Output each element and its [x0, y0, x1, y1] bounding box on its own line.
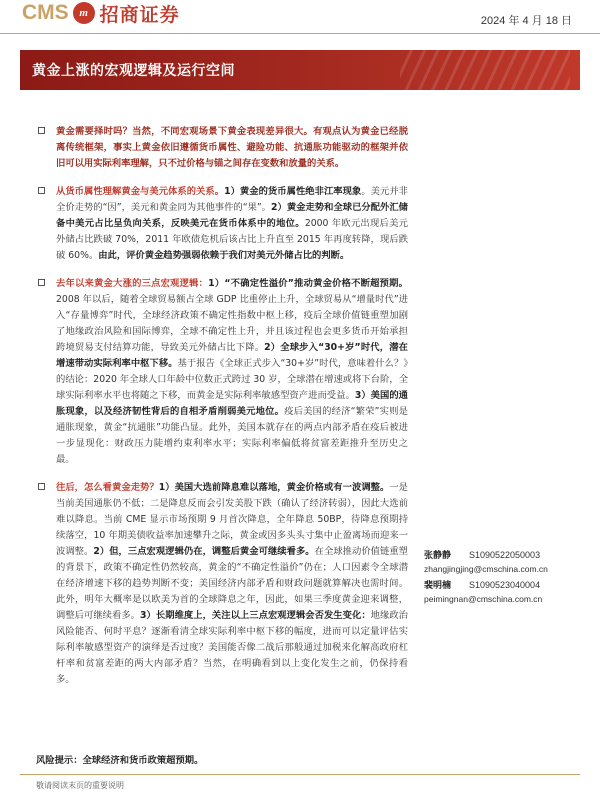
- summary-paragraph-4: 往后，怎么看黄金走势？1）美国大选前降息难以落地，黄金价格或有一波调整。一是当前美国通胀仍不低；二是降息反而会引发美股下跌（确认了经济转弱），因此大选前难以降息。当前 CME 显示市场预期 9 月首次降息，全年降息 50BP，待降息预期持续落空，10 年期美债收益率加速攀升之际，黄金或因多头头寸集中止盈离场而迎来一波调整。2）但，三点宏观逻辑仍在，调整后黄金可继续看多。在全球推动价值链重塑的背景下，政策不确定性仍然较高，黄金的“不确定性溢价”仍在；人口因素令全球潜在经济增速下移的趋势判断不变；美国经济内部矛盾和财政问题就算解决也需时间。此外，明年大概率是以欧美为首的全球降息之年，因此，如果三季度黄金迎来调整，调整后可继续看多。3）长期维度上，关注以上三点宏观逻辑会否发生变化：地缘政治风险能否、何时平息？逐渐看清全球实际利率中枢下移的幅度，进而可以定量评估实际利率敏感型资产的演绎是否过度？美国能否像二战后那般通过加税来化解高政府杠杆率和贫富差距的两大内部矛盾？当然，在明确看到以上变化发生之前，仍保持看多。: [56, 480, 408, 688]
- footer-note: 敬请阅读末页的重要说明: [36, 781, 124, 790]
- square-bullet-icon: [38, 279, 45, 286]
- cms-logo: [22, 0, 180, 26]
- logo-badge-icon: m: [73, 2, 95, 24]
- logo-chinese: 招商证券: [99, 3, 180, 26]
- report-title: 黄金上涨的宏观逻辑及运行空间: [32, 63, 235, 79]
- analyst-license-id: S1090523040004: [469, 579, 541, 590]
- summary-body: [56, 124, 408, 700]
- footer-divider: [20, 774, 580, 775]
- risk-warning: [36, 752, 203, 766]
- square-bullet-icon: [38, 483, 45, 490]
- title-banner: [20, 50, 580, 90]
- report-date: 2024 年 4 月 18 日: [480, 15, 572, 27]
- summary-paragraph-3: 去年以来黄金大涨的三点宏观逻辑：1）“不确定性溢价”推动黄金价格不断超预期。2008 年以后，随着全球贸易额占全球 GDP 比重停止上升，全球贸易从“增量时代”进入“存量博弈”时代，全球经济政策不确定性指数中枢上移，疫后全球价值链重塑加剧了地缘政治风险和国际博弈，全球不确定性上升，并且该过程也会更多货币开始承担跨境贸易支付结算功能，导致美元外储占比下降。2）全球步入“30+岁”时代，潜在增速带动实际利率中枢下移。基于报告《全球正式步入“30+岁”时代，意味着什么？》的结论：2020 年全球人口年龄中位数正式跨过 30 岁，全球潜在增速或将下台阶，全球实际利率水平也将随之下移，而黄金是实际利率敏感型资产进而受益。3）美国的通胀现象，以及经济韧性背后的自相矛盾削弱美元地位。疫后美国的经济“繁荣”实则是通胀现象，黄金“抗通胀”功能凸显。此外，美国本就存在的两点内部矛盾在疫后被进一步显现化：财政压力陡增约束利率水平；实际利率偏低将贫富差距推升至历史之最。: [56, 276, 408, 468]
- analyst-license-id: S1090522050003: [469, 549, 541, 560]
- analyst-row: [424, 548, 584, 561]
- logo-latin: CMS: [22, 1, 69, 24]
- square-bullet-icon: [38, 187, 45, 194]
- risk-label: 风险提示：: [36, 755, 83, 766]
- page-header: [0, 0, 600, 44]
- square-bullet-icon: [38, 127, 45, 134]
- analyst-row: [424, 578, 584, 591]
- summary-paragraph-2: 从货币属性理解黄金与美元体系的关系。1）黄金的货币属性绝非江率现象。美元并非全价走势的“因”，美元和黄金同为其他事件的“果”。2）黄金走势和全球已分配外汇储备中美元占比呈负向关系，反映美元在货币体系中的地位。2000 年欧元出现后美元外储占比跌破 70%，2011 年欧债危机后该占比上升直至 2015 年再度转降，现后跌破 60%。由此，评价黄金趋势强弱依赖于我们对美元外储占比的判断。: [56, 184, 408, 264]
- header-divider: [0, 33, 600, 34]
- risk-text: 全球经济和货币政策超预期。: [82, 755, 204, 766]
- analyst-email[interactable]: zhangjingjing@cmschina.com.cn: [424, 564, 548, 574]
- analyst-name: 张静静: [424, 551, 452, 561]
- analyst-email[interactable]: peimingnan@cmschina.com.cn: [424, 594, 543, 604]
- summary-paragraph-1: 黄金需要择时吗？当然，不同宏观场景下黄金表现差异很大。有观点认为黄金已经脱离传统框架，事实上黄金依旧遵循货币属性、避险功能、抗通胀功能驱动的框架并依旧可以用实际利率理解，只不过价格与锚之间存在变数和放量的关系。: [56, 124, 408, 172]
- analyst-panel: [424, 548, 584, 608]
- analyst-name: 裴明楠: [424, 581, 452, 591]
- banner-decoration: [400, 50, 570, 90]
